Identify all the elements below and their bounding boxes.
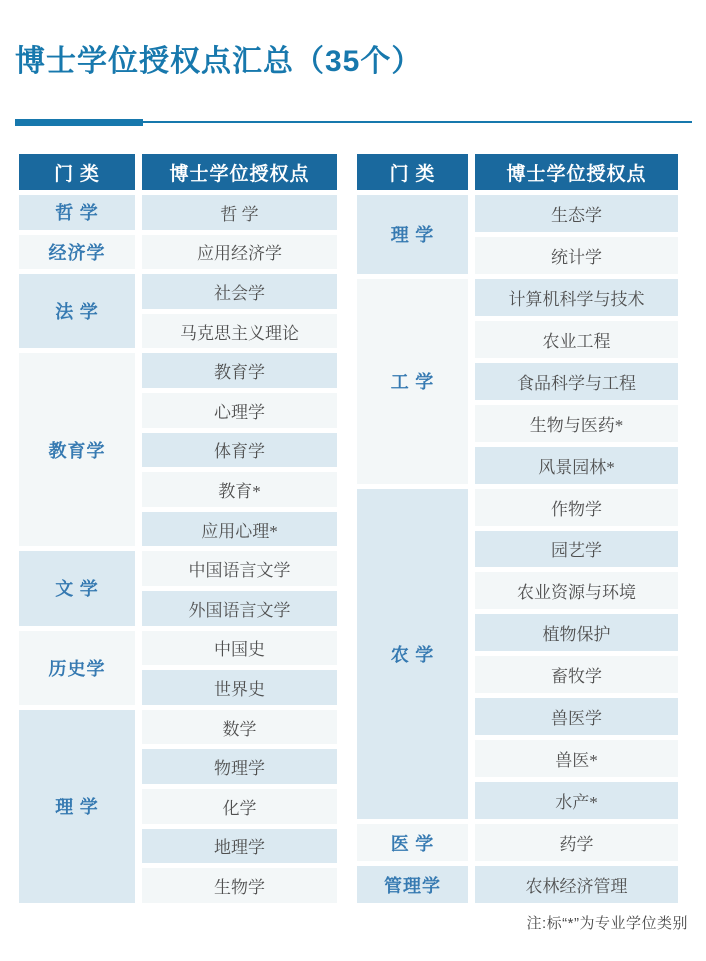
point-cell: 社会学: [142, 274, 337, 309]
degree-table-left: [19, 154, 337, 908]
category-cell: 哲 学: [19, 195, 135, 230]
point-cell: 水产*: [475, 782, 678, 819]
divider-thick-segment: [15, 119, 143, 126]
category-cell: 农 学: [357, 489, 468, 820]
point-cell: 生态学: [475, 195, 678, 232]
point-cell: 兽医*: [475, 740, 678, 777]
point-cell: 生物与医药*: [475, 405, 678, 442]
points-column: [142, 195, 337, 908]
point-cell: 作物学: [475, 489, 678, 526]
point-cell: 教育学: [142, 353, 337, 388]
category-cell: 管理学: [357, 866, 468, 903]
category-column: [19, 195, 135, 908]
category-cell: 历史学: [19, 631, 135, 705]
point-cell: 园艺学: [475, 531, 678, 568]
table-body: [19, 195, 337, 908]
category-cell: 工 学: [357, 279, 468, 484]
point-cell: 应用经济学: [142, 235, 337, 270]
point-cell: 中国史: [142, 631, 337, 666]
category-cell: 理 学: [357, 195, 468, 274]
point-cell: 兽医学: [475, 698, 678, 735]
column-header-points: 博士学位授权点: [142, 154, 337, 190]
point-cell: 风景园林*: [475, 447, 678, 484]
point-cell: 化学: [142, 789, 337, 824]
title-divider: [15, 118, 692, 126]
point-cell: 计算机科学与技术: [475, 279, 678, 316]
category-cell: 教育学: [19, 353, 135, 546]
point-cell: 药学: [475, 824, 678, 861]
category-cell: 文 学: [19, 551, 135, 625]
point-cell: 中国语言文学: [142, 551, 337, 586]
point-cell: 数学: [142, 710, 337, 745]
point-cell: 地理学: [142, 829, 337, 864]
points-column: [475, 195, 678, 908]
point-cell: 马克思主义理论: [142, 314, 337, 349]
point-cell: 体育学: [142, 433, 337, 468]
category-cell: 理 学: [19, 710, 135, 903]
point-cell: 外国语言文学: [142, 591, 337, 626]
point-cell: 畜牧学: [475, 656, 678, 693]
category-cell: 法 学: [19, 274, 135, 348]
category-cell: 经济学: [19, 235, 135, 270]
point-cell: 植物保护: [475, 614, 678, 651]
column-header-points: 博士学位授权点: [475, 154, 678, 190]
point-cell: 物理学: [142, 749, 337, 784]
point-cell: 哲 学: [142, 195, 337, 230]
point-cell: 世界史: [142, 670, 337, 705]
point-cell: 教育*: [142, 472, 337, 507]
column-header-category: 门 类: [19, 154, 135, 190]
footnote: 注:标“*”为专业学位类别: [526, 915, 688, 932]
point-cell: 农业资源与环境: [475, 572, 678, 609]
point-cell: 农林经济管理: [475, 866, 678, 903]
category-cell: 医 学: [357, 824, 468, 861]
column-header-category: 门 类: [357, 154, 468, 190]
table-header-row: [357, 154, 678, 190]
point-cell: 食品科学与工程: [475, 363, 678, 400]
point-cell: 心理学: [142, 393, 337, 428]
point-cell: 农业工程: [475, 321, 678, 358]
point-cell: 生物学: [142, 868, 337, 903]
divider-thin-segment: [143, 121, 692, 123]
point-cell: 应用心理*: [142, 512, 337, 547]
point-cell: 统计学: [475, 237, 678, 274]
table-body: [357, 195, 678, 908]
degree-table-right: [357, 154, 678, 908]
category-column: [357, 195, 468, 908]
table-header-row: [19, 154, 337, 190]
page-title: 博士学位授权点汇总（35个）: [15, 45, 423, 78]
